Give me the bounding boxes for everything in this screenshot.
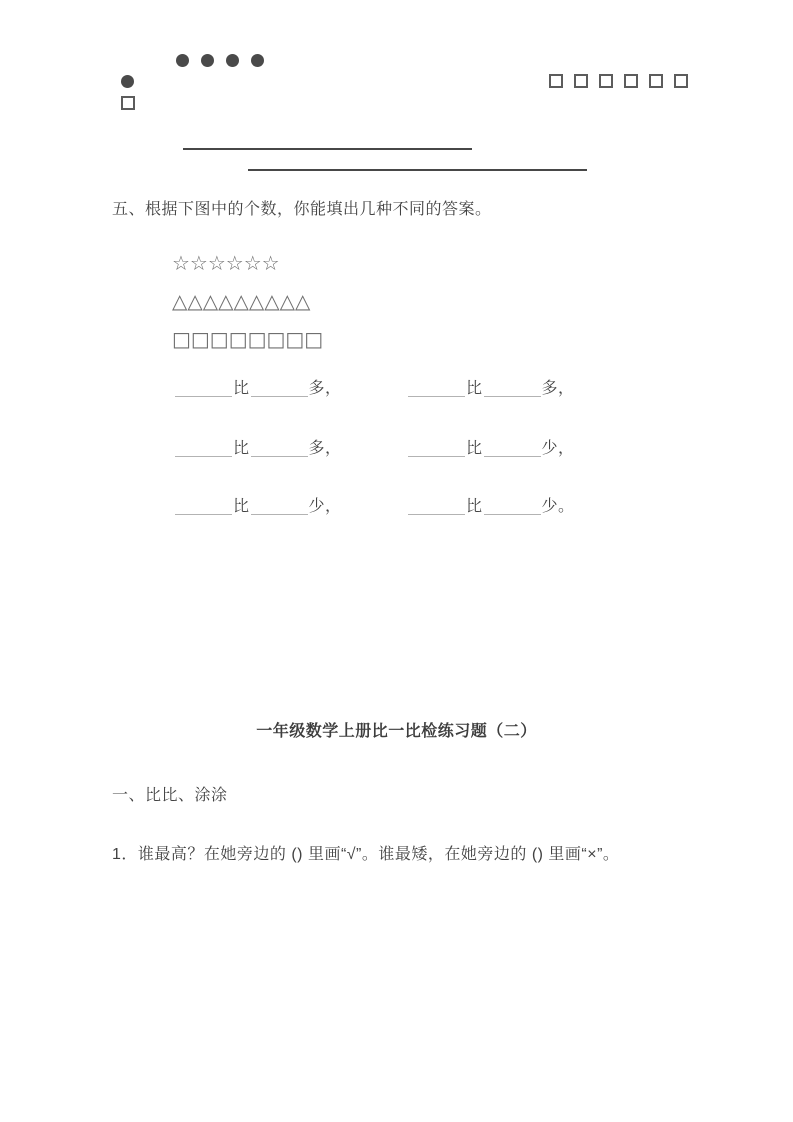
blank-underline — [251, 499, 308, 515]
compare-word: 少。 — [541, 498, 575, 515]
blank-underline — [175, 441, 232, 457]
compare-word: 比 — [233, 498, 250, 515]
filled-dot-icon — [251, 54, 264, 67]
empty-square-icon — [649, 74, 663, 88]
filled-dot-icon — [176, 54, 189, 67]
blank-underline — [484, 499, 541, 515]
empty-square-icon — [121, 96, 135, 110]
answer-line — [248, 169, 587, 171]
blank-underline — [251, 441, 308, 457]
compare-word: 比 — [233, 380, 250, 397]
section-five-heading: 五、根据下图中的个数，你能填出几种不同的答案。 — [112, 201, 492, 218]
blank-underline — [175, 499, 232, 515]
compare-word: 比 — [466, 498, 483, 515]
blank-underline — [251, 381, 308, 397]
compare-word: 比 — [466, 380, 483, 397]
filled-dot-icon — [226, 54, 239, 67]
compare-word: 少， — [308, 498, 342, 515]
filled-dot-icon — [201, 54, 214, 67]
comparison-blank-phrase — [175, 440, 343, 457]
compare-word: 多， — [308, 440, 342, 457]
empty-square-icon — [574, 74, 588, 88]
blank-underline — [408, 499, 465, 515]
section-one-heading: 一、比比、涂涂 — [112, 787, 228, 804]
square-glyph-row: □□□□□□□□ — [172, 327, 324, 351]
comparison-blank-phrase — [175, 380, 343, 397]
square-row — [549, 74, 688, 88]
empty-square-icon — [624, 74, 638, 88]
empty-square-icon — [599, 74, 613, 88]
compare-word: 多， — [308, 380, 342, 397]
compare-word: 比 — [233, 440, 250, 457]
worksheet-two-title: 一年级数学上册比一比检练习题（二） — [256, 723, 537, 740]
item-one-text: 1．谁最高？在她旁边的 () 里画“√”。谁最矮，在她旁边的 () 里画“×”。 — [112, 846, 620, 863]
blank-underline — [408, 381, 465, 397]
triangle-row: △△△△△△△△△ — [172, 289, 311, 313]
blank-underline — [484, 381, 541, 397]
comparison-blank-phrase — [408, 380, 576, 397]
compare-word: 少， — [541, 440, 575, 457]
comparison-blank-phrase — [408, 498, 576, 515]
answer-line — [183, 148, 472, 150]
blank-underline — [484, 441, 541, 457]
star-row: ☆☆☆☆☆☆ — [172, 251, 280, 275]
compare-word: 比 — [466, 440, 483, 457]
filled-dot-icon — [121, 75, 134, 88]
blank-underline — [175, 381, 232, 397]
comparison-blank-phrase — [175, 498, 343, 515]
dot-row — [176, 54, 264, 67]
compare-word: 多， — [541, 380, 575, 397]
empty-square-icon — [549, 74, 563, 88]
comparison-blank-phrase — [408, 440, 576, 457]
empty-square-icon — [674, 74, 688, 88]
blank-underline — [408, 441, 465, 457]
